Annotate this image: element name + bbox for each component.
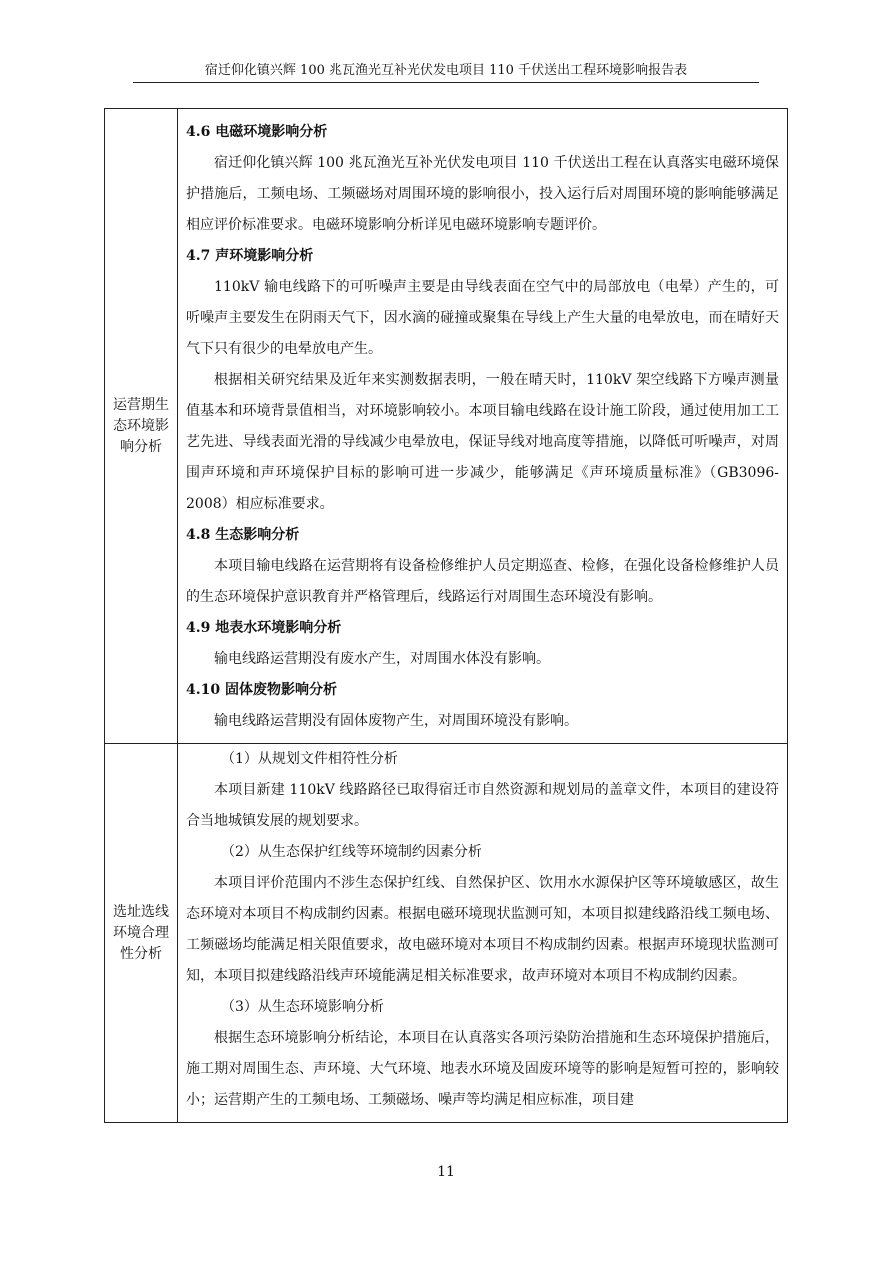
page-header: 宿迁仰化镇兴辉 100 兆瓦渔光互补光伏发电项目 110 千伏送出工程环境影响报告表	[133, 62, 759, 83]
section-heading: 4.10 固体废物影响分析	[186, 682, 337, 698]
paragraph: 根据生态环境影响分析结论，本项目在认真落实各项污染防治措施和生态环境保护措施后，施工期对周围生态、声环境、大气环境、地表水环境及固废环境等的影响是短暂可控的，影响较小；运营期产生的工频电场、工频磁场、噪声等均满足相应标准，项目建	[186, 1030, 779, 1108]
sub-heading: （2）从生态保护红线等环境制约因素分析	[221, 844, 482, 860]
section-heading: 4.9 地表水环境影响分析	[186, 620, 342, 636]
paragraph: 本项目输电线路在运营期将有设备检修维护人员定期巡查、检修，在强化设备检修维护人员的生态环境保护意识教育并严格管理后，线路运行对周围生态环境没有影响。	[186, 558, 779, 605]
sub-heading: （3）从生态环境影响分析	[221, 999, 384, 1015]
paragraph: 宿迁仰化镇兴辉 100 兆瓦渔光互补光伏发电项目 110 千伏送出工程在认真落实电磁环境保护措施后，工频电场、工频磁场对周围环境的影响很小，投入运行后对周围环境的影响能够满足相应评价标准要求。电磁环境影响分析详见电磁环境影响专题评价。	[186, 155, 779, 233]
paragraph: 根据相关研究结果及近年来实测数据表明，一般在晴天时，110kV 架空线路下方噪声测量值基本和环境背景值相当，对环境影响较小。本项目输电线路在设计施工阶段，通过使用加工工艺先进、导线表面光滑的导线减少电晕放电，保证导线对地高度等措施，以降低可听噪声，对周围声环境和声环境保护目标的影响可进一步减少，能够满足《声环境质量标准》（GB3096-2008）相应标准要求。	[186, 372, 779, 512]
paragraph: 本项目评价范围内不涉生态保护红线、自然保护区、饮用水水源保护区等环境敏感区，故生态环境对本项目不构成制约因素。根据电磁环境现状监测可知，本项目拟建线路沿线工频电场、工频磁场均能满足相关限值要求，故电磁环境对本项目不构成制约因素。根据声环境现状监测可知，本项目拟建线路沿线声环境能满足相关标准要求，故声环境对本项目不构成制约因素。	[186, 875, 779, 984]
sub-heading: （1）从规划文件相符性分析	[221, 751, 398, 767]
table-row	[105, 744, 788, 1123]
row-label-siting	[105, 744, 178, 1123]
report-table	[104, 108, 788, 1123]
page-number: 11	[437, 1164, 455, 1180]
section-heading: 4.8 生态影响分析	[186, 527, 300, 543]
section-heading: 4.7 声环境影响分析	[186, 248, 314, 264]
paragraph: 输电线路运营期没有废水产生，对周围水体没有影响。	[214, 651, 550, 667]
row-content-operation	[178, 109, 788, 744]
row-label-operation	[105, 109, 178, 744]
row-content-siting	[178, 744, 788, 1123]
table-row	[105, 109, 788, 744]
paragraph: 本项目新建 110kV 线路路径已取得宿迁市自然资源和规划局的盖章文件，本项目的建设符合当地城镇发展的规划要求。	[186, 782, 779, 829]
paragraph: 输电线路运营期没有固体废物产生，对周围环境没有影响。	[214, 713, 578, 729]
row-label-text: 选址选线环境合理性分析	[113, 903, 169, 962]
paragraph: 110kV 输电线路下的可听噪声主要是由导线表面在空气中的局部放电（电晕）产生的，可听噪声主要发生在阴雨天气下，因水滴的碰撞或聚集在导线上产生大量的电晕放电，而在晴好天气下只有很少的电晕放电产生。	[186, 279, 779, 357]
row-label-text: 运营期生态环境影响分析	[113, 396, 169, 455]
section-heading: 4.6 电磁环境影响分析	[186, 124, 328, 140]
